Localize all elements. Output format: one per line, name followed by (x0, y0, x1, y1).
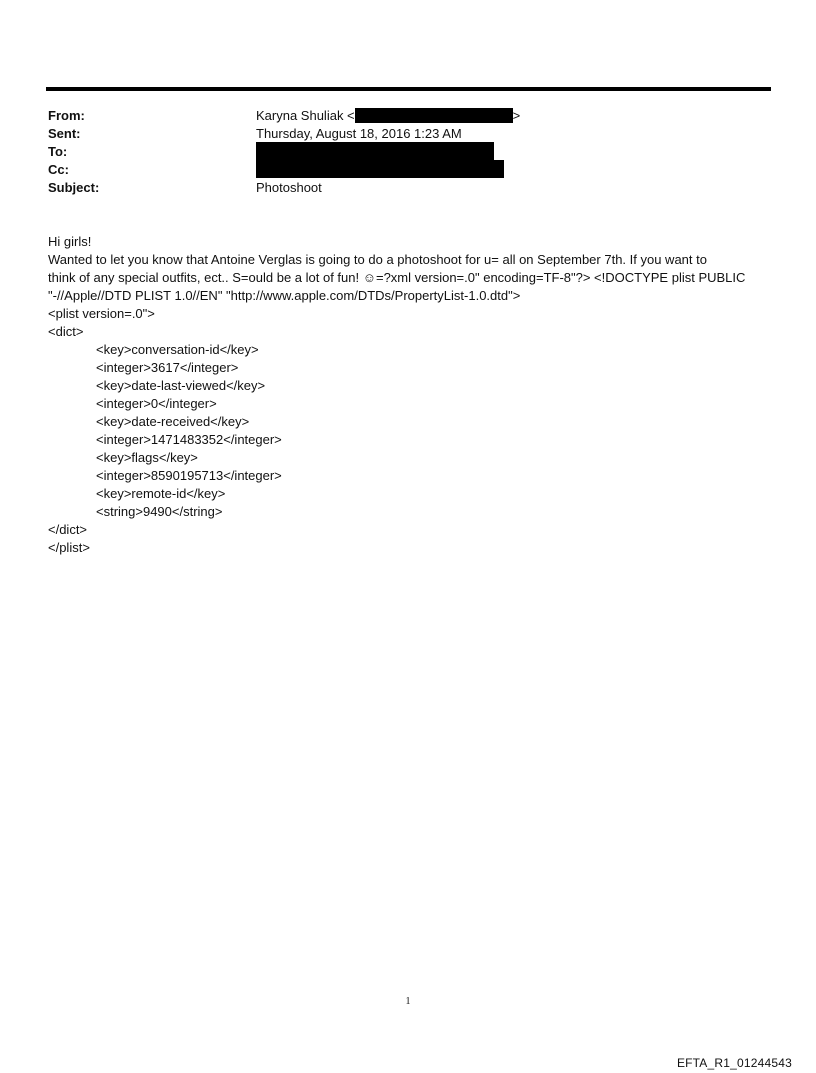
dict-entry: <integer>0</integer> (96, 396, 217, 411)
subject-row (48, 179, 768, 197)
cc-redaction-box (256, 160, 504, 178)
dict-entry: <key>flags</key> (96, 450, 198, 465)
plist-close: </plist> (48, 540, 90, 555)
body-line: think of any special outfits, ect.. S=ould be a lot of fun! ☺=?xml version=.0" encoding=TF-8"?> <!DOCTYPE plist PUBLIC (48, 270, 746, 285)
dict-entry: <key>date-received</key> (96, 414, 250, 429)
dict-entry: <integer>3617</integer> (96, 360, 239, 375)
subject-value: Photoshoot (256, 180, 322, 195)
dict-entry: <integer>1471483352</integer> (96, 432, 282, 447)
from-value (256, 107, 520, 125)
document-id: EFTA_R1_01244543 (676, 1056, 792, 1070)
from-row (48, 107, 768, 125)
dict-entry: <integer>8590195713</integer> (96, 468, 282, 483)
sent-label: Sent: (48, 126, 81, 141)
plist-open: <plist version=.0"> (48, 306, 155, 321)
sent-row (48, 125, 768, 143)
subject-label: Subject: (48, 180, 100, 195)
from-label: From: (48, 108, 85, 123)
from-email-close: > (512, 108, 521, 123)
header-divider (46, 87, 771, 91)
email-header (48, 107, 768, 197)
dict-entry: <key>remote-id</key> (96, 486, 226, 501)
body-greeting: Hi girls! (48, 234, 92, 249)
body-line: "-//Apple//DTD PLIST 1.0//EN" "http://www.apple.com/DTDs/PropertyList-1.0.dtd"> (48, 288, 521, 303)
redaction-box (355, 108, 513, 123)
sent-value: Thursday, August 18, 2016 1:23 AM (256, 126, 462, 141)
dict-entry: <key>conversation-id</key> (96, 342, 259, 357)
email-body (48, 233, 768, 557)
cc-label: Cc: (48, 162, 69, 177)
body-line: Wanted to let you know that Antoine Verglas is going to do a photoshoot for u= all on September 7th. If you want to (48, 252, 707, 267)
page-number: 1 (405, 996, 411, 1007)
to-redaction-box (256, 142, 494, 160)
dict-close: </dict> (48, 522, 88, 537)
dict-open: <dict> (48, 324, 84, 339)
dict-entry: <string>9490</string> (96, 504, 223, 519)
dict-entry: <key>date-last-viewed</key> (96, 378, 266, 393)
to-label: To: (48, 144, 68, 159)
from-name: Karyna Shuliak < (256, 108, 355, 123)
